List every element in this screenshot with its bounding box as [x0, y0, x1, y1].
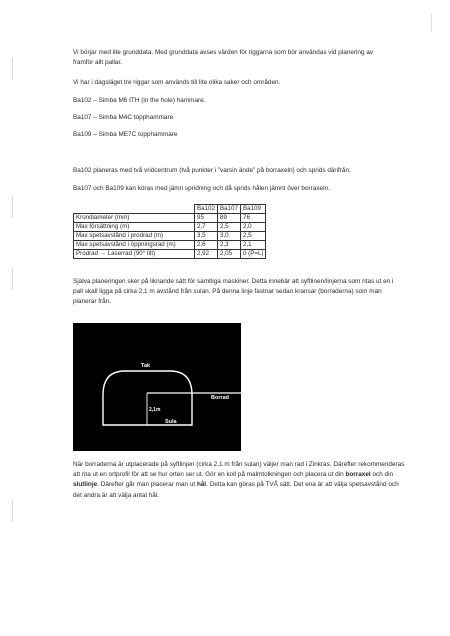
column-header: Ba102: [195, 205, 218, 214]
paragraph-ba107-ba109: Ba107 och Ba109 kan köras med jämn spridning och då sprids hålen jämnt över borraxeln.: [73, 185, 330, 192]
table-cell: 3,0: [218, 232, 241, 241]
table-header-row: [74, 205, 266, 214]
table-cell: 2,1: [241, 241, 266, 250]
table-row: [74, 250, 266, 259]
column-header: Ba107: [218, 205, 241, 214]
row-label: Max spetsavstånd i öppningsrad (m): [74, 241, 195, 250]
table-cell: 2,3: [218, 241, 241, 250]
table-cell: 2,7: [195, 223, 218, 232]
margin-mark: [12, 58, 13, 80]
rig-ba109: Ba109 – Simba ME7C topphammare: [73, 131, 178, 138]
row-label: Max spetsavstånd i prodrad (m): [74, 232, 195, 241]
table-cell: 89: [218, 214, 241, 223]
label-distance: 2,1m: [149, 407, 161, 413]
bold-term-slutlinje: slutlinje: [73, 481, 98, 489]
paragraph-rigs-intro: Vi har i dagsläget tre riggar som används till lite olika saker och områden.: [73, 79, 281, 86]
text-run: När borraderna är utplacerade på syftlinjen (cirka 2,1 m från sulan) väljer man rad i Zinkras. Därefter rekommenderas att rita ut en ortprofil för att se hur orten ser ut. Gör en koll på malmtolkningen och placera ut din: [73, 461, 405, 479]
table-cell: 2,5: [218, 223, 241, 232]
bold-term-hal: hål: [196, 481, 207, 489]
table-cell: 2,0: [241, 223, 266, 232]
text-run: . Därefter går man placerar man ut: [97, 481, 197, 489]
text-run: . Detta kan göras på TVÅ sätt. Det ena är att välja spetsavstånd och det andra är att välja antal hål.: [73, 481, 399, 499]
paragraph-ba102-planning: Ba102 planeras med två vridcentrum (två punkter i ”varsin ände” på borraxeln) och sprids därifrån.: [73, 167, 351, 174]
tunnel-profile-outline: [103, 371, 192, 425]
tunnel-profile-svg: [73, 323, 241, 451]
table-cell: 3,5: [195, 232, 218, 241]
table-cell: 2,92: [195, 250, 218, 259]
table-row: [74, 241, 266, 250]
margin-mark: [12, 500, 13, 522]
row-label: Max försättning (m): [74, 223, 195, 232]
margin-mark: [431, 14, 432, 32]
table-cell: 2,6: [195, 241, 218, 250]
table-cell: 2,05: [218, 250, 241, 259]
margin-mark: [12, 196, 13, 218]
text-run: och din: [370, 471, 394, 479]
table-row: [74, 223, 266, 232]
rig-ba107: Ba107 – Simba M4C topphammare: [73, 114, 174, 121]
paragraph-intro: Vi börjar med lite grunddata. Med grunddata avses värden för riggarna som bör användas vid planering av framför allt pallar.: [73, 49, 374, 67]
table-cell: 95: [195, 214, 218, 223]
table-row: [74, 214, 266, 223]
column-header: Ba109: [241, 205, 266, 214]
rig-data-table: [73, 204, 266, 259]
table-corner: [74, 205, 195, 214]
table-cell: 2,5: [241, 232, 266, 241]
label-tak: Tak: [141, 363, 151, 369]
margin-mark: [12, 268, 13, 290]
bold-term-borraxel: borraxel: [345, 471, 371, 479]
paragraph-instructions: [73, 460, 408, 501]
row-label: Krondiameter (mm): [74, 214, 195, 223]
table-row: [74, 232, 266, 241]
paragraph-planning: Själva planeringen sker på liknande sätt för samtliga maskiner. Detta innebär att syftlinen/linjerna som ritas ut en i pall skall ligga på cirka 2,1 m avstånd från sulan. På denna linje fastnar sedan kransar (borraderna) som man planerar från.: [73, 278, 394, 306]
label-borrad: Borrad: [211, 395, 230, 401]
label-sula: Sula: [165, 419, 177, 425]
table-cell: 0 (P=L): [241, 250, 266, 259]
row-label: Prodrad → Laserrad (90° tilt): [74, 250, 195, 259]
table-cell: 76: [241, 214, 266, 223]
tunnel-profile-diagram: [73, 323, 241, 451]
rig-ba102: Ba102 – Simba M6 ITH (in the hole) hammare.: [73, 97, 206, 104]
